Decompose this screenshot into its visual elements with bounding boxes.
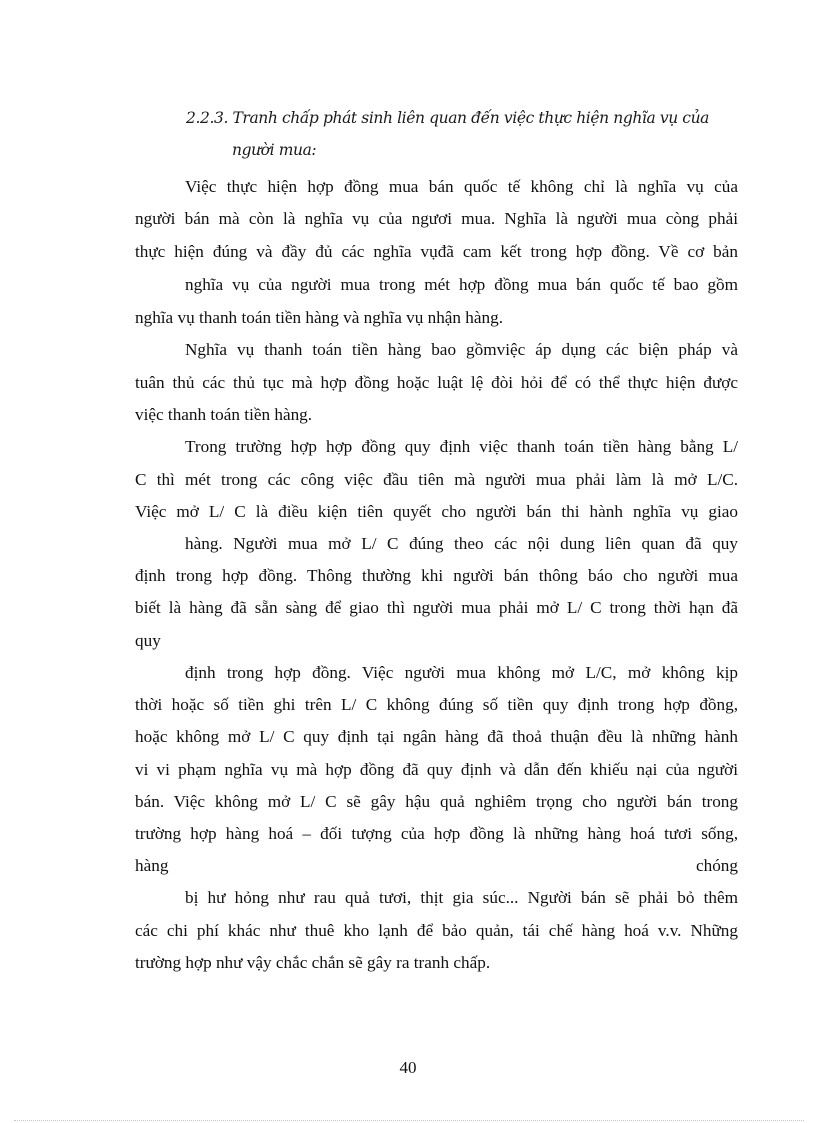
paragraph-line: Trong trường hợp hợp đồng quy định việc thanh toán tiền hàng bằng L/ bbox=[185, 437, 738, 456]
paragraph-line: tuân thủ các thủ tục mà hợp đồng hoặc luật lệ đòi hỏi để có thể thực hiện được bbox=[135, 373, 738, 392]
paragraph-line: trường hợp hàng hoá – đối tượng của hợp đồng là những hàng hoá tươi sống, bbox=[135, 824, 738, 843]
paragraph-line: Việc mở L/ C là điều kiện tiên quyết cho người bán thi hành nghĩa vụ giao bbox=[135, 502, 738, 521]
section-heading: 2.2.3. Tranh chấp phát sinh liên quan đến việc thực hiện nghĩa vụ của bbox=[186, 109, 710, 127]
paragraph-line: người bán mà còn là nghĩa vụ của ngươi mua. Nghĩa là người mua còng phải bbox=[135, 209, 738, 228]
paragraph-line: hàng. Người mua mở L/ C đúng theo các nội dung liên quan đã quy bbox=[185, 534, 738, 553]
paragraph-line: hoặc không mở L/ C quy định tại ngân hàng đã thoả thuận đều là những hành bbox=[135, 727, 738, 746]
paragraph-line: trường hợp như vậy chắc chắn sẽ gây ra tranh chấp. bbox=[135, 953, 491, 972]
paragraph-line: định trong hợp đồng. Thông thường khi người bán thông báo cho người mua bbox=[135, 566, 738, 585]
page-boundary-divider bbox=[14, 1120, 804, 1121]
paragraph-line: biết là hàng đã sẵn sàng để giao thì người mua phải mở L/ C trong thời hạn đã bbox=[135, 598, 738, 617]
paragraph-line: hàng chóng bbox=[135, 856, 738, 875]
paragraph-line: thời hoặc số tiền ghi trên L/ C không đúng số tiền quy định trong hợp đồng, bbox=[135, 695, 738, 714]
paragraph-line: thực hiện đúng và đầy đủ các nghĩa vụđã cam kết trong hợp đồng. Về cơ bản bbox=[135, 242, 738, 261]
paragraph-line: Nghĩa vụ thanh toán tiền hàng bao gồmviệc áp dụng các biện pháp và bbox=[185, 340, 738, 359]
paragraph-line: bị hư hỏng như rau quả tươi, thịt gia súc... Người bán sẽ phải bỏ thêm bbox=[185, 888, 738, 907]
paragraph-line: việc thanh toán tiền hàng. bbox=[135, 405, 313, 424]
paragraph-line: các chi phí khác như thuê kho lạnh để bảo quản, tái chế hàng hoá v.v. Những bbox=[135, 921, 738, 940]
paragraph-line: C thì mét trong các công việc đầu tiên mà người mua phải làm là mở L/C. bbox=[135, 470, 738, 489]
paragraph-line: quy bbox=[135, 631, 161, 650]
page-number: 40 bbox=[399, 1058, 417, 1077]
section-heading-continued: người mua: bbox=[232, 141, 317, 159]
paragraph-line: định trong hợp đồng. Việc người mua không mở L/C, mở không kịp bbox=[185, 663, 738, 682]
paragraph-line: bán. Việc không mở L/ C sẽ gây hậu quả nghiêm trọng cho người bán trong bbox=[135, 792, 738, 811]
paragraph-line: vi vi phạm nghĩa vụ mà hợp đồng đã quy định và dẫn đến khiếu nại của người bbox=[135, 760, 738, 779]
paragraph-line: nghĩa vụ của người mua trong mét hợp đồng mua bán quốc tế bao gồm bbox=[185, 275, 738, 294]
paragraph-line: Việc thực hiện hợp đồng mua bán quốc tế không chỉ là nghĩa vụ của bbox=[185, 177, 738, 196]
paragraph-line: nghĩa vụ thanh toán tiền hàng và nghĩa vụ nhận hàng. bbox=[135, 308, 504, 327]
